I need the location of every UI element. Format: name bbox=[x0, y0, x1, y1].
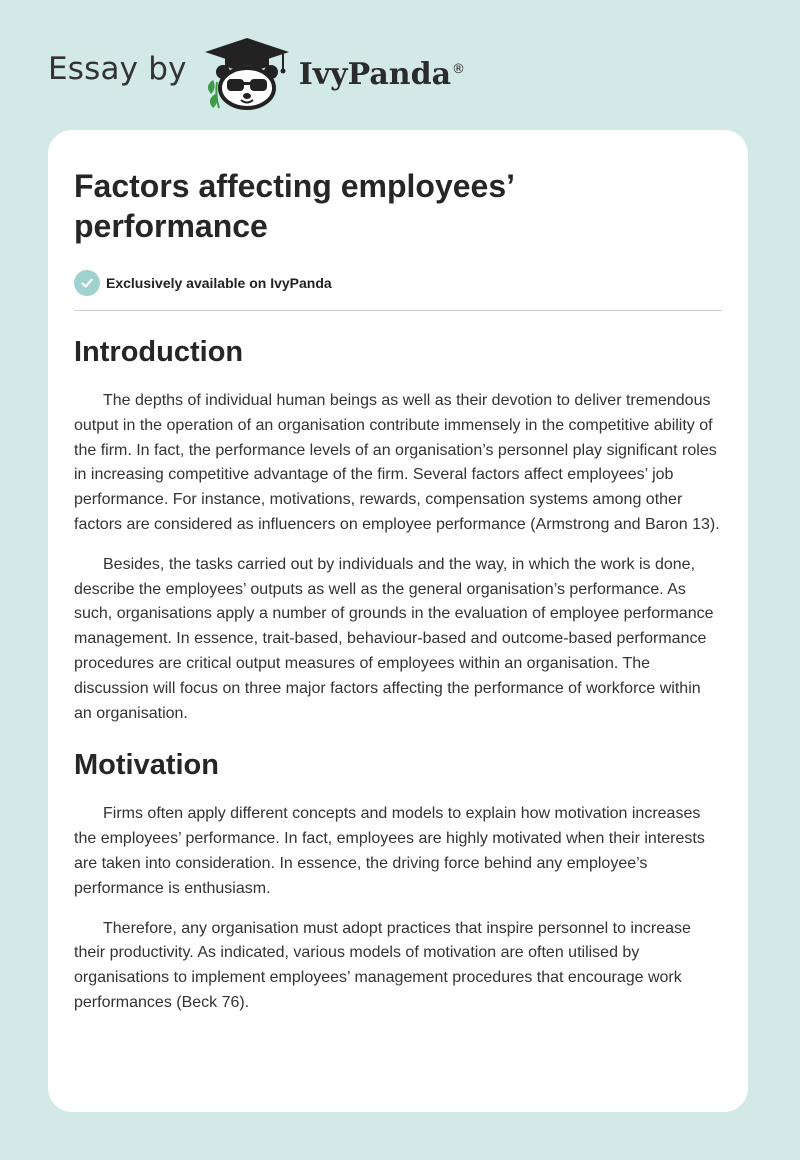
site-brand[interactable] bbox=[48, 36, 465, 110]
registered-mark: ® bbox=[452, 61, 466, 77]
exclusive-text: Exclusively available on IvyPanda bbox=[106, 275, 332, 291]
title-divider bbox=[74, 310, 722, 311]
check-circle-icon bbox=[74, 270, 100, 296]
paragraph: The depths of individual human beings as well as their devotion to deliver tremendous output in the operation of an organisation contribute immensely in the competitive ability of the firm. In fact, the performance levels of an organisation’s personnel play significant roles in increasing competitive advantage of the firm. Several factors affect employees’ job performance. For instance, motivations, rewards, compensation systems among other factors are considered as influencers on employee performance (Armstrong and Baron 13). bbox=[74, 392, 720, 533]
brand-name: IvyPanda® bbox=[298, 56, 466, 92]
ivypanda-graduation-panda-icon bbox=[201, 36, 293, 110]
section-introduction bbox=[74, 335, 722, 726]
paragraph: Firms often apply different concepts and models to explain how motivation increases the employees’ performance. In fact, employees are highly motivated when their interests are taken into consideration. In essence, the driving force behind any employee’s performance is enthusiasm. bbox=[74, 805, 705, 897]
article-title: Factors affecting employees’ performance bbox=[74, 168, 514, 244]
exclusive-badge bbox=[74, 268, 722, 298]
paragraph: Besides, the tasks carried out by individuals and the way, in which the work is done, describe the employees’ outputs as well as the general organisation’s performance. As such, organisations apply a number of grounds in the evaluation of employee performance management. In essence, trait-based, behaviour-based and outcome-based performance procedures are critical output measures of employees within an organisation. The discussion will focus on three major factors affecting the performance of workforce within an organisation. bbox=[74, 555, 714, 722]
section-heading: Motivation bbox=[74, 749, 219, 782]
paragraph: Therefore, any organisation must adopt practices that inspire personnel to increase their productivity. As indicated, various models of motivation are often utilised by organisations to implement employees’ management procedures that encourage work performances (Beck 76). bbox=[74, 919, 691, 1011]
article-card bbox=[48, 130, 748, 1112]
essay-by-label: Essay by bbox=[48, 51, 187, 87]
section-heading: Introduction bbox=[74, 336, 244, 368]
section-motivation bbox=[74, 748, 722, 1015]
